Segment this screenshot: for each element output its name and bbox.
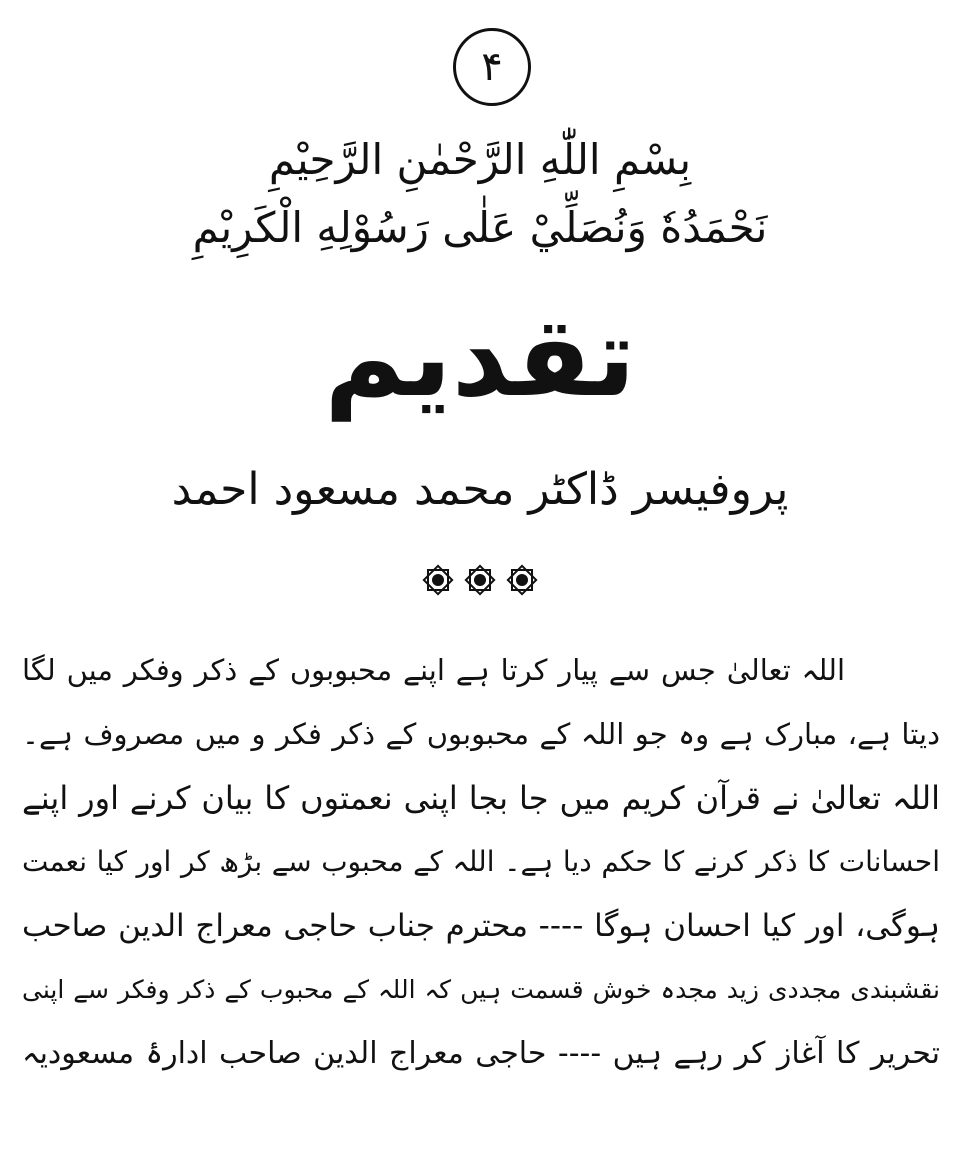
bismillah: بِسْمِ اللّٰهِ الرَّحْمٰنِ الرَّحِيْمِ <box>268 135 692 184</box>
flower-ornament-icon <box>420 562 456 598</box>
page-number: ۴ <box>481 44 503 90</box>
flower-ornament-icon <box>504 562 540 598</box>
page-title: تقدیم <box>324 293 636 421</box>
body-paragraph <box>22 638 940 1086</box>
flower-ornament-icon <box>462 562 498 598</box>
paragraph-line: تحریر کا آغاز کر رہے ہیں ---- حاجی معراج الدین صاحب ادارۂ مسعودیہ <box>22 1036 940 1071</box>
salutation: نَحْمَدُهٗ وَنُصَلِّيْ عَلٰى رَسُوْلِهِ الْكَرِيْمِ <box>192 203 768 252</box>
author-name: پروفیسر ڈاکٹر محمد مسعود احمد <box>171 464 789 515</box>
paragraph-line: دیتا ہے، مبارک ہے وہ جو اللہ کے محبوبوں کے ذکر فکر و میں مصروف ہے۔ <box>22 717 940 751</box>
paragraph-line: نقشبندی مجددی زید مجدہ خوش قسمت ہیں کہ اللہ کے محبوب کے ذکر وفکر سے اپنی <box>22 975 940 1004</box>
ornament-divider <box>0 562 960 598</box>
paragraph-line: احسانات کا ذکر کرنے کا حکم دیا ہے۔ اللہ کے محبوب سے بڑھ کر اور کیا نعمت <box>22 845 940 878</box>
paragraph-line: ہوگی، اور کیا احسان ہوگا ---- محترم جناب حاجی معراج الدین صاحب <box>22 908 940 944</box>
paragraph-line: اللہ تعالیٰ جس سے پیار کرتا ہے اپنے محبوبوں کے ذکر وفکر میں لگا <box>22 653 845 687</box>
paragraph-line: اللہ تعالیٰ نے قرآن کریم میں جا بجا اپنی نعمتوں کا بیان کرنے اور اپنے <box>22 779 940 817</box>
page-number-circle <box>453 28 531 106</box>
